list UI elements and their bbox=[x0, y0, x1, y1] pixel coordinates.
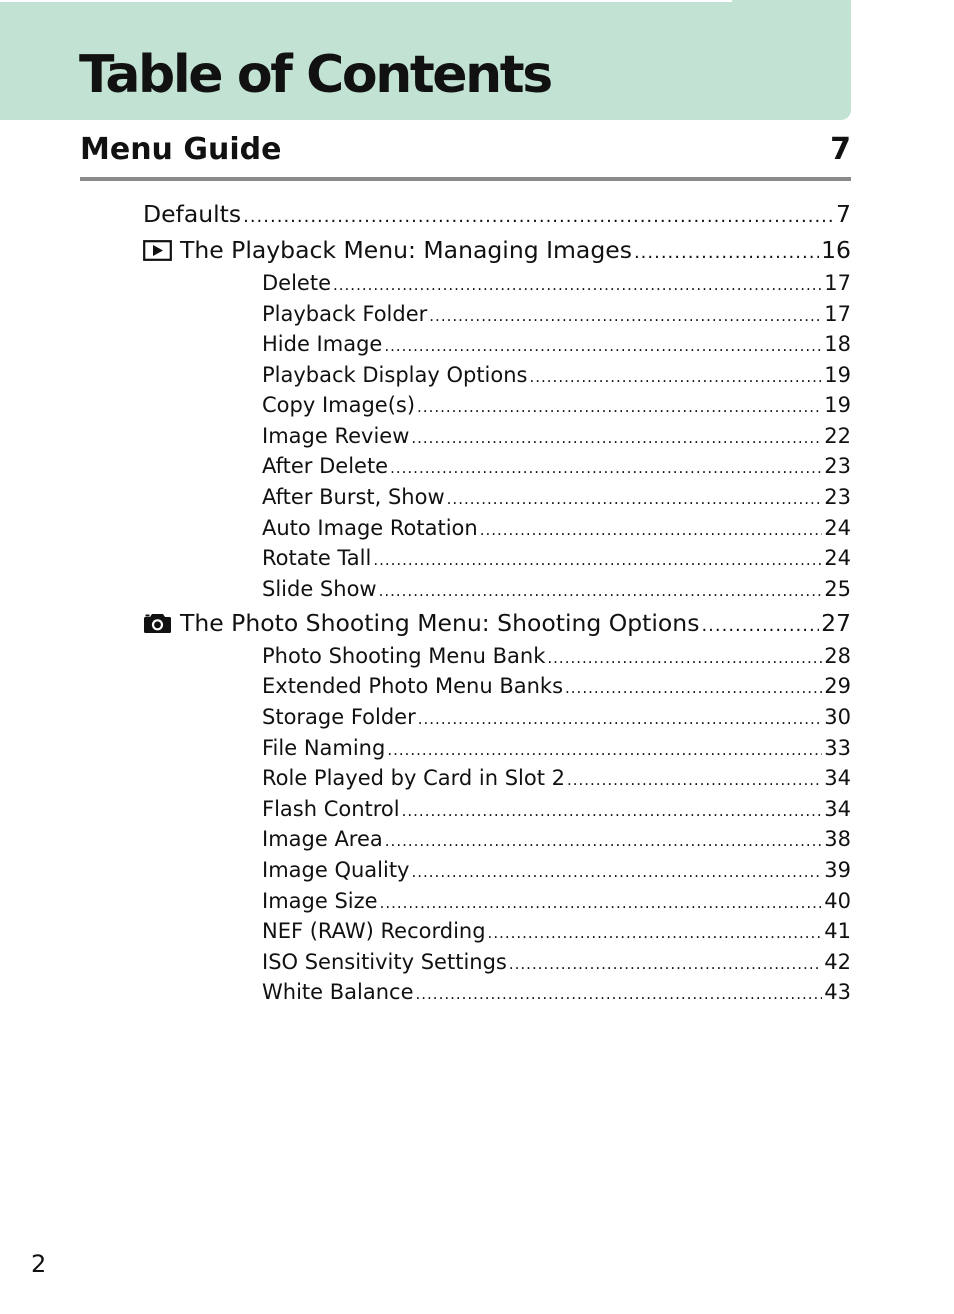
dot-leader bbox=[411, 863, 822, 881]
toc-entry-playback-display-options[interactable] bbox=[262, 363, 851, 394]
toc-entry-label: Defaults bbox=[143, 200, 242, 228]
toc-entry-label: NEF (RAW) Recording bbox=[262, 919, 486, 943]
toc-entry-label: Hide Image bbox=[262, 332, 383, 356]
dot-leader bbox=[429, 307, 822, 325]
dot-leader bbox=[384, 337, 822, 355]
toc-entry-iso-sensitivity-settings[interactable] bbox=[262, 950, 851, 981]
toc-entry-label: Role Played by Card in Slot 2 bbox=[262, 766, 565, 790]
toc-entry-auto-image-rotation[interactable] bbox=[262, 516, 851, 547]
dot-leader bbox=[243, 206, 834, 227]
toc-entry-page: 19 bbox=[824, 363, 851, 387]
dot-leader bbox=[333, 276, 822, 294]
dot-leader bbox=[390, 459, 822, 477]
toc-entry-label-wrap bbox=[143, 236, 632, 267]
page-number: 2 bbox=[31, 1250, 47, 1278]
dot-leader bbox=[417, 398, 822, 416]
playback-icon bbox=[143, 239, 172, 267]
toc-entry-label-wrap bbox=[143, 609, 699, 640]
toc-entry-label: Storage Folder bbox=[262, 705, 416, 729]
toc-entry-page: 39 bbox=[824, 858, 851, 882]
toc-entry-label: After Delete bbox=[262, 454, 389, 478]
toc-entry-page: 25 bbox=[824, 577, 851, 601]
title-band-top-line bbox=[0, 0, 732, 2]
dot-leader bbox=[488, 924, 823, 942]
toc-entry-page: 24 bbox=[824, 516, 851, 540]
toc-entry-label: After Burst, Show bbox=[262, 485, 445, 509]
toc-entry-playback-folder[interactable] bbox=[262, 302, 851, 333]
dot-leader bbox=[402, 802, 823, 820]
toc-entry-label: Image Review bbox=[262, 424, 410, 448]
toc-entry-label: File Naming bbox=[262, 736, 386, 760]
toc-entry-label: White Balance bbox=[262, 980, 414, 1004]
toc-entry-nef-raw-recording[interactable] bbox=[262, 919, 851, 950]
toc-entry-page: 23 bbox=[824, 485, 851, 509]
toc-entry-playback-menu[interactable] bbox=[143, 236, 851, 272]
dot-leader bbox=[547, 649, 822, 667]
toc-entry-label: Photo Shooting Menu Bank bbox=[262, 644, 546, 668]
toc-entry-page: 18 bbox=[824, 332, 851, 356]
toc-entry-image-size[interactable] bbox=[262, 889, 851, 920]
section-heading[interactable] bbox=[80, 128, 851, 170]
toc-entry-page: 43 bbox=[824, 980, 851, 1004]
toc-entry-label: The Playback Menu: Managing Images bbox=[180, 236, 632, 264]
toc-entry-role-played-by-card[interactable] bbox=[262, 766, 851, 797]
dot-leader bbox=[701, 615, 819, 636]
dot-leader bbox=[379, 582, 823, 600]
toc-entry-storage-folder[interactable] bbox=[262, 705, 851, 736]
toc-entry-page: 24 bbox=[824, 546, 851, 570]
toc-entry-page: 41 bbox=[824, 919, 851, 943]
toc-entry-flash-control[interactable] bbox=[262, 797, 851, 828]
toc-entry-label: Copy Image(s) bbox=[262, 393, 416, 417]
dot-leader bbox=[411, 429, 822, 447]
toc-entry-page: 38 bbox=[824, 827, 851, 851]
toc-entry-label: Auto Image Rotation bbox=[262, 516, 478, 540]
dot-leader bbox=[416, 985, 823, 1003]
toc-entry-page: 19 bbox=[824, 393, 851, 417]
toc-entry-label: Extended Photo Menu Banks bbox=[262, 674, 564, 698]
toc-entry-image-area[interactable] bbox=[262, 827, 851, 858]
toc-entry-label: Slide Show bbox=[262, 577, 377, 601]
toc-entry-page: 40 bbox=[824, 889, 851, 913]
toc-entry-label: The Photo Shooting Menu: Shooting Options bbox=[180, 609, 700, 637]
dot-leader bbox=[447, 490, 823, 508]
toc-entry-page: 42 bbox=[824, 950, 851, 974]
dot-leader bbox=[634, 242, 819, 263]
toc-entry-page: 30 bbox=[824, 705, 851, 729]
section-title: Menu Guide bbox=[80, 131, 282, 167]
dot-leader bbox=[567, 771, 822, 789]
toc-entry-label: Flash Control bbox=[262, 797, 400, 821]
toc-entry-label: Playback Display Options bbox=[262, 363, 528, 387]
dot-leader bbox=[480, 521, 823, 539]
dot-leader bbox=[565, 679, 822, 697]
toc-entry-page: 29 bbox=[824, 674, 851, 698]
toc-entry-image-review[interactable] bbox=[262, 424, 851, 455]
toc-entry-photo-shooting-menu-bank[interactable] bbox=[262, 644, 851, 675]
toc-entry-rotate-tall[interactable] bbox=[262, 546, 851, 577]
dot-leader bbox=[529, 368, 822, 386]
toc-entry-after-delete[interactable] bbox=[262, 454, 851, 485]
toc-entry-copy-images[interactable] bbox=[262, 393, 851, 424]
dot-leader bbox=[418, 710, 823, 728]
toc-entry-after-burst-show[interactable] bbox=[262, 485, 851, 516]
toc-entry-photo-shooting-menu[interactable] bbox=[143, 609, 851, 645]
page-title: Table of Contents bbox=[79, 45, 551, 105]
toc-entry-label: Delete bbox=[262, 271, 331, 295]
toc-entry-label: Image Quality bbox=[262, 858, 410, 882]
toc-entry-page: 16 bbox=[821, 236, 851, 264]
dot-leader bbox=[387, 741, 822, 759]
toc-entry-label: Image Area bbox=[262, 827, 383, 851]
camera-icon bbox=[143, 612, 172, 640]
toc-entry-page: 28 bbox=[824, 644, 851, 668]
dot-leader bbox=[373, 551, 822, 569]
toc-entry-page: 33 bbox=[824, 736, 851, 760]
toc-entry-page: 34 bbox=[824, 766, 851, 790]
toc-entry-page: 27 bbox=[821, 609, 851, 637]
toc-entry-file-naming[interactable] bbox=[262, 736, 851, 767]
toc-entry-label: ISO Sensitivity Settings bbox=[262, 950, 507, 974]
toc-entry-page: 22 bbox=[824, 424, 851, 448]
toc-entry-page: 7 bbox=[836, 200, 851, 228]
toc-entry-slide-show[interactable] bbox=[262, 577, 851, 608]
dot-leader bbox=[385, 832, 822, 850]
section-page: 7 bbox=[830, 131, 851, 167]
toc-entry-white-balance[interactable] bbox=[262, 980, 851, 1011]
dot-leader bbox=[509, 955, 822, 973]
toc-entry-page: 23 bbox=[824, 454, 851, 478]
toc-entry-page: 17 bbox=[824, 302, 851, 326]
toc-entry-image-quality[interactable] bbox=[262, 858, 851, 889]
toc-entry-hide-image[interactable] bbox=[262, 332, 851, 363]
toc-entry-label: Playback Folder bbox=[262, 302, 428, 326]
toc-entry-delete[interactable] bbox=[262, 271, 851, 302]
toc-entry-page: 17 bbox=[824, 271, 851, 295]
dot-leader bbox=[380, 894, 823, 912]
toc-entry-extended-photo-menu-banks[interactable] bbox=[262, 674, 851, 705]
toc-entry-label: Rotate Tall bbox=[262, 546, 372, 570]
toc-entry-label: Image Size bbox=[262, 889, 378, 913]
toc-entry-page: 34 bbox=[824, 797, 851, 821]
toc-entry-defaults[interactable] bbox=[143, 200, 851, 236]
section-divider bbox=[80, 177, 851, 181]
